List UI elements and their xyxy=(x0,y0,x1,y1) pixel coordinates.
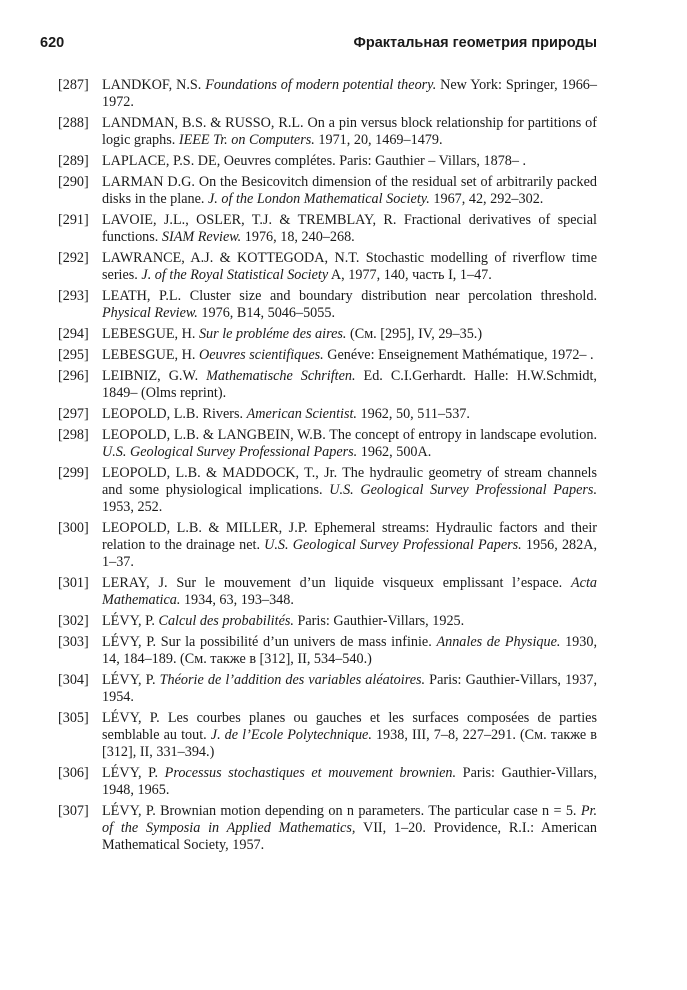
reference-details: 1962, 50, 511–537. xyxy=(356,406,470,422)
reference-title-italic: Acta Mathematica. xyxy=(102,575,597,608)
reference-authors-text: LEOPOLD, L.B. & MILLER, J.P. Ephemeral streams: Hydraulic factors and their relation to the drainage net. xyxy=(102,520,597,553)
reference-entry xyxy=(58,634,597,668)
reference-number: [301] xyxy=(58,575,89,591)
reference-title-italic: Processus stochastiques et mouvement brownien. xyxy=(164,765,457,781)
running-header xyxy=(40,35,597,61)
reference-entry xyxy=(58,326,597,343)
reference-authors-text: LAWRANCE, A.J. & KOTTEGODA, N.T. Stochastic modelling of riverflow time series. xyxy=(102,250,597,283)
reference-details: 1967, 42, 292–302. xyxy=(429,191,544,207)
reference-number: [291] xyxy=(58,212,89,228)
reference-authors-text: LANDKOF, N.S. xyxy=(102,77,206,93)
reference-details: Paris: Gauthier-Villars, 1937, 1954. xyxy=(102,672,598,705)
reference-title-italic: Théorie de l’addition des variables aléatoires. xyxy=(159,672,426,688)
reference-entry xyxy=(58,765,597,799)
reference-details: 1934, 63, 193–348. xyxy=(180,592,294,608)
reference-entry xyxy=(58,288,597,322)
reference-details: 1953, 252. xyxy=(102,499,163,515)
reference-number: [294] xyxy=(58,326,89,342)
reference-title-italic: SIAM Review. xyxy=(161,229,242,245)
reference-number: [288] xyxy=(58,115,89,131)
reference-number: [302] xyxy=(58,613,89,629)
reference-title-italic: Annales de Physique. xyxy=(436,634,561,650)
reference-number: [300] xyxy=(58,520,89,536)
reference-entry xyxy=(58,77,597,111)
reference-authors-text: LEOPOLD, L.B. & MADDOCK, T., Jr. The hydraulic geometry of stream channels and some physiological implications. xyxy=(102,465,597,498)
reference-details: 1971, 20, 1469–1479. xyxy=(314,132,443,148)
reference-entry xyxy=(58,212,597,246)
reference-authors-text: LAVOIE, J.L., OSLER, T.J. & TREMBLAY, R. Fractional derivatives of special functions. xyxy=(102,212,597,245)
reference-number: [297] xyxy=(58,406,89,422)
reference-entry xyxy=(58,153,597,170)
reference-details: Genéve: Enseignement Mathématique, 1972– . xyxy=(323,347,594,363)
reference-title-italic: Pr. of the Symposia in Applied Mathematics, xyxy=(102,803,597,836)
reference-entry xyxy=(58,368,597,402)
reference-details: 1976, 18, 240–268. xyxy=(241,229,355,245)
reference-entry xyxy=(58,575,597,609)
reference-authors-text: LEBESGUE, H. xyxy=(102,326,199,342)
reference-entry xyxy=(58,250,597,284)
reference-number: [305] xyxy=(58,710,89,726)
reference-entry xyxy=(58,174,597,208)
reference-title-italic: U.S. Geological Survey Professional Papers. xyxy=(264,537,522,553)
reference-number: [304] xyxy=(58,672,89,688)
reference-details: New York: Springer, 1966–1972. xyxy=(102,77,597,110)
running-title: Фрактальная геометрия природы xyxy=(353,35,597,51)
reference-title-italic: U.S. Geological Survey Professional Papers. xyxy=(102,444,358,460)
reference-number: [293] xyxy=(58,288,89,304)
reference-list xyxy=(58,77,597,854)
reference-entry xyxy=(58,613,597,630)
reference-number: [307] xyxy=(58,803,89,819)
reference-authors-text: LÉVY, P. Les courbes planes ou gauches et les surfaces composées de parties semblable au tout. xyxy=(102,710,597,743)
reference-details: 1976, B14, 5046–5055. xyxy=(197,305,336,321)
reference-title-italic: American Scientist. xyxy=(246,406,357,422)
page-number: 620 xyxy=(40,35,65,51)
reference-authors-text: LÉVY, P. Sur la possibilité d’un univers de mass infinie. xyxy=(102,634,437,650)
reference-title-italic: Oeuvres scientifiques. xyxy=(198,347,324,363)
reference-number: [299] xyxy=(58,465,89,481)
reference-number: [289] xyxy=(58,153,89,169)
reference-details: 1930, 14, 184–189. (См. также в [312], II, 534–540.) xyxy=(102,634,598,667)
reference-title-italic: IEEE Tr. on Computers. xyxy=(178,132,315,148)
reference-authors-text: LÉVY, P. xyxy=(102,765,165,781)
reference-entry xyxy=(58,710,597,761)
reference-details: VII, 1–20. Providence, R.I.: American Mathematical Society, 1957. xyxy=(102,820,597,853)
reference-number: [296] xyxy=(58,368,89,384)
reference-title-italic: J. of the London Mathematical Society. xyxy=(208,191,430,207)
reference-authors-text: LEBESGUE, H. xyxy=(102,347,199,363)
reference-details: Paris: Gauthier-Villars, 1925. xyxy=(293,613,465,629)
reference-details: 1938, III, 7–8, 227–291. (См. также в [312], II, 331–394.) xyxy=(102,727,597,760)
reference-details: Paris: Gauthier-Villars, 1948, 1965. xyxy=(102,765,598,798)
reference-number: [290] xyxy=(58,174,89,190)
reference-entry xyxy=(58,672,597,706)
reference-number: [306] xyxy=(58,765,89,781)
reference-authors-text: LEOPOLD, L.B. Rivers. xyxy=(102,406,247,422)
reference-number: [287] xyxy=(58,77,89,93)
reference-entry xyxy=(58,115,597,149)
reference-entry xyxy=(58,406,597,423)
reference-entry xyxy=(58,465,597,516)
reference-details: Ed. C.I.Gerhardt. Halle: H.W.Schmidt, 1849– (Olms reprint). xyxy=(102,368,597,401)
reference-title-italic: Foundations of modern potential theory. xyxy=(205,77,437,93)
reference-details: 1956, 282A, 1–37. xyxy=(102,537,598,570)
reference-title-italic: Physical Review. xyxy=(102,305,198,321)
reference-authors-text: LÉVY, P. xyxy=(102,672,160,688)
reference-title-italic: U.S. Geological Survey Professional Papers. xyxy=(329,482,597,498)
reference-authors-text: LÉVY, P. xyxy=(102,613,159,629)
reference-authors-text: LANDMAN, B.S. & RUSSO, R.L. On a pin versus block relationship for partitions of logic graphs. xyxy=(102,115,597,148)
reference-title-italic: J. of the Royal Statistical Society xyxy=(141,267,329,283)
reference-entry xyxy=(58,803,597,854)
reference-details: 1962, 500A. xyxy=(357,444,432,460)
reference-number: [295] xyxy=(58,347,89,363)
reference-authors-text: LEATH, P.L. Cluster size and boundary distribution near percolation threshold. xyxy=(102,288,597,304)
reference-entry xyxy=(58,347,597,364)
reference-title-italic: Calcul des probabilités. xyxy=(158,613,294,629)
reference-title-italic: Sur le probléme des aires. xyxy=(198,326,347,342)
reference-number: [303] xyxy=(58,634,89,650)
reference-details: (См. [295], IV, 29–35.) xyxy=(346,326,483,342)
reference-entry xyxy=(58,427,597,461)
reference-authors-text: LERAY, J. Sur le mouvement d’un liquide visqueux emplissant l’espace. xyxy=(102,575,571,591)
reference-authors-text: LARMAN D.G. On the Besicovitch dimension of the residual set of arbitrarily packed disks in the plane. xyxy=(102,174,597,207)
reference-number: [298] xyxy=(58,427,89,443)
reference-details: A, 1977, 140, часть I, 1–47. xyxy=(328,267,492,283)
reference-title-italic: Mathematische Schriften. xyxy=(206,368,356,384)
reference-authors-text: LEIBNIZ, G.W. xyxy=(102,368,207,384)
reference-authors-text: LAPLACE, P.S. DE, Oeuvres complétes. Paris: Gauthier – Villars, 1878– . xyxy=(102,153,527,169)
reference-entry xyxy=(58,520,597,571)
reference-authors-text: LÉVY, P. Brownian motion depending on n parameters. The particular case n = 5. xyxy=(102,803,581,819)
reference-number: [292] xyxy=(58,250,89,266)
reference-authors-text: LEOPOLD, L.B. & LANGBEIN, W.B. The concept of entropy in landscape evolution. xyxy=(102,427,597,443)
reference-title-italic: J. de l’Ecole Polytechnique. xyxy=(210,727,372,743)
